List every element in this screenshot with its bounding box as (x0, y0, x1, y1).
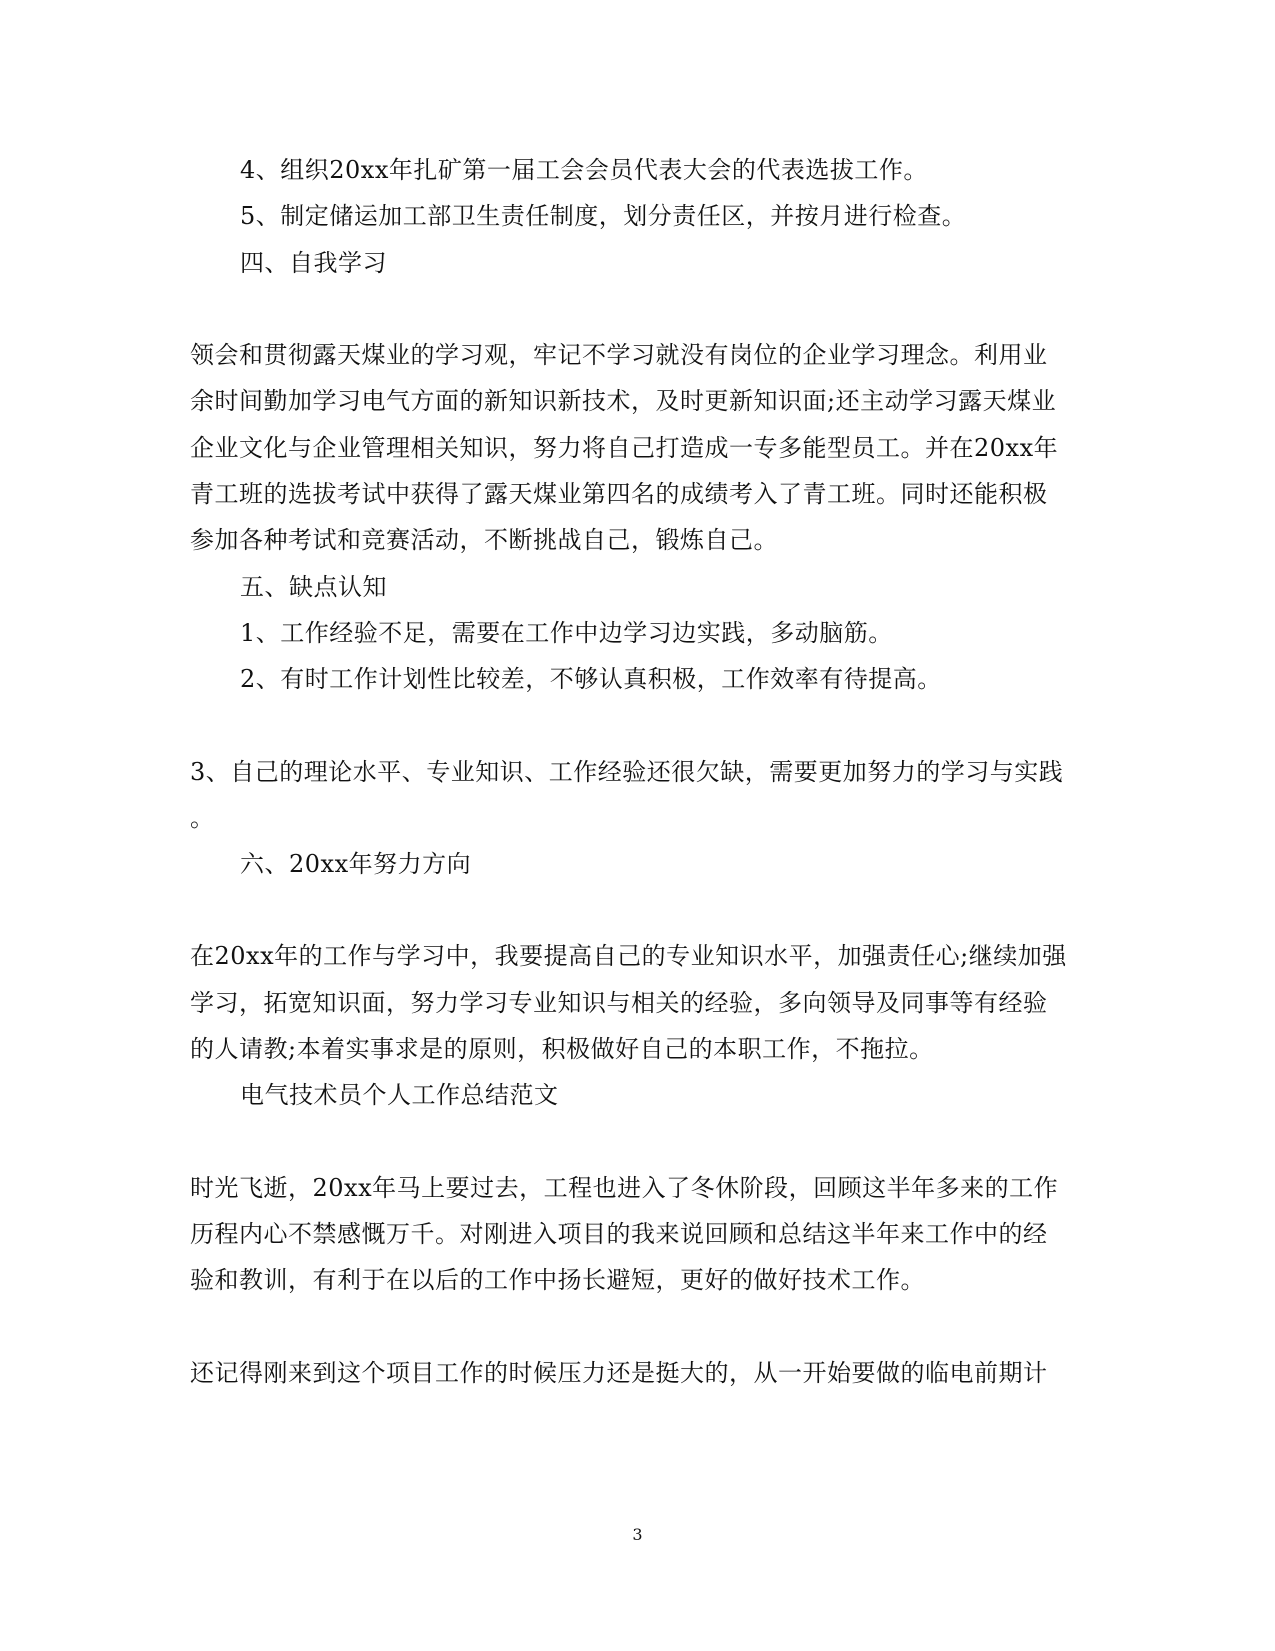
paragraph-line: 参加各种考试和竞赛活动，不断挑战自己，锻炼自己。 (190, 526, 778, 554)
section-heading: 六、20xx年努力方向 (240, 850, 472, 878)
paragraph-line: 时光飞逝，20xx年马上要过去，工程也进入了冬休阶段，回顾这半年多来的工作 (190, 1174, 1059, 1202)
paragraph-line: 企业文化与企业管理相关知识，努力将自己打造成一专多能型员工。并在20xx年 (190, 434, 1059, 462)
section-heading: 五、缺点认知 (240, 573, 387, 601)
paragraph-line: 在20xx年的工作与学习中，我要提高自己的专业知识水平，加强责任心;继续加强 (190, 942, 1067, 970)
paragraph-line: 的人请教;本着实事求是的原则，积极做好自己的本职工作，不拖拉。 (190, 1035, 934, 1063)
list-item: 2、有时工作计划性比较差，不够认真积极，工作效率有待提高。 (240, 665, 942, 693)
paragraph-line: 青工班的选拔考试中获得了露天煤业第四名的成绩考入了青工班。同时还能积极 (190, 480, 1048, 508)
list-item: 3、自己的理论水平、专业知识、工作经验还很欠缺，需要更加努力的学习与实践 (190, 758, 1064, 786)
paragraph-line: 还记得刚来到这个项目工作的时候压力还是挺大的，从一开始要做的临电前期计 (190, 1359, 1048, 1387)
list-item: 1、工作经验不足，需要在工作中边学习边实践，多动脑筋。 (240, 619, 893, 647)
paragraph-line: 历程内心不禁感慨万千。对刚进入项目的我来说回顾和总结这半年来工作中的经 (190, 1220, 1048, 1248)
section-heading: 四、自我学习 (240, 249, 387, 277)
paragraph-line: 学习，拓宽知识面，努力学习专业知识与相关的经验，多向领导及同事等有经验 (190, 989, 1048, 1017)
list-item: 5、制定储运加工部卫生责任制度，划分责任区，并按月进行检查。 (240, 202, 967, 230)
section-heading: 电气技术员个人工作总结范文 (240, 1081, 559, 1109)
paragraph-line: 验和教训，有利于在以后的工作中扬长避短，更好的做好技术工作。 (190, 1266, 925, 1294)
paragraph-line: 领会和贯彻露天煤业的学习观，牢记不学习就没有岗位的企业学习理念。利用业 (190, 341, 1048, 369)
page-number: 3 (632, 1525, 643, 1544)
paragraph-line: 余时间勤加学习电气方面的新知识新技术，及时更新知识面;还主动学习露天煤业 (190, 387, 1057, 415)
paragraph-line: 。 (190, 804, 215, 832)
list-item: 4、组织20xx年扎矿第一届工会会员代表大会的代表选拔工作。 (240, 156, 928, 184)
